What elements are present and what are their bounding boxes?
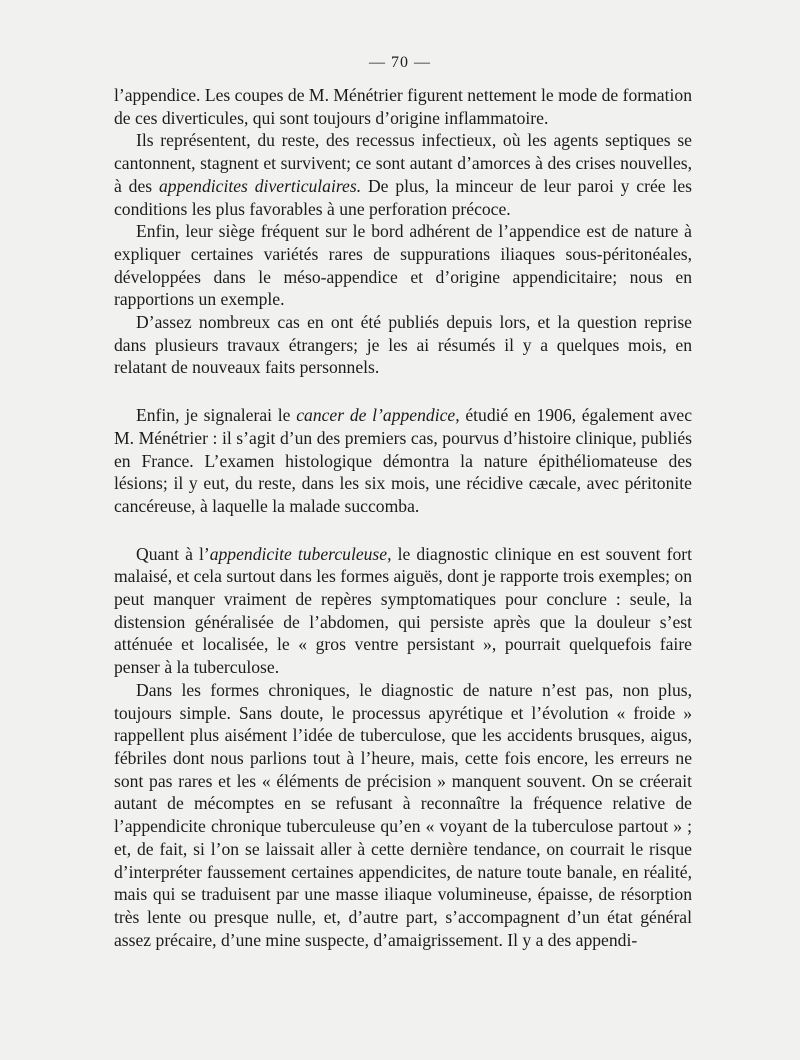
paragraph bbox=[114, 679, 692, 951]
paragraph bbox=[114, 404, 692, 518]
paragraph bbox=[114, 220, 692, 311]
text-run: Enfin, leur siège fréquent sur le bord adhérent de l’appendice est de nature à expliquer certaines variétés rares de suppurations iliaques sous-péritonéales, développées dans le méso-appendice et d’origine appendicitaire; nous en rapportions un exemple. bbox=[114, 221, 692, 310]
italic-term: appendicites diverticulaires. bbox=[158, 175, 362, 196]
italic-term: appendicite tuberculeuse, bbox=[209, 543, 392, 564]
paragraph bbox=[114, 543, 692, 679]
text-run: le diagnostic clinique en est souvent fort malaisé, et cela surtout dans les formes aiguës, dont je rapporte trois exemples; on peut manquer vraiment de repères symptomatiques pour conclure : seule, la distension généralisée de l’abdomen, qui persiste après que la douleur s’est atténuée et localisée, le « gros ventre persistant », pourrait quelquefois faire penser à la tuberculose. bbox=[114, 543, 692, 678]
text-run: Quant à l’ bbox=[136, 543, 210, 564]
text-run: étudié en 1906, également avec M. Ménétrier : il s’agit d’un des premiers cas, pourvus d’histoire clinique, publiés en France. L’examen histologique démontra la nature épithéliomateuse des lésions; il y eut, du reste, dans les six mois, une récidive cæcale, avec péritonite cancéreuse, à laquelle la malade succomba. bbox=[114, 405, 693, 516]
body-text bbox=[114, 84, 692, 951]
text-run: Enfin, je signalerai le bbox=[136, 405, 297, 426]
italic-term: cancer de l’appendice, bbox=[296, 405, 460, 426]
paragraph bbox=[114, 84, 692, 129]
paragraph bbox=[114, 129, 692, 220]
paragraph bbox=[114, 311, 692, 379]
text-run: D’assez nombreux cas en ont été publiés depuis lors, et la question reprise dans plusieurs travaux étrangers; je les ai résumés il y a quelques mois, en relatant de nouveaux faits personnels. bbox=[114, 312, 692, 378]
text-run: Ils représentent, du reste, des recessus infectieux, où les agents septiques se cantonnent, stagnent et survivent; ce sont autant d’amorces à des crises nouvelles, à des bbox=[114, 130, 692, 196]
text-run: Dans les formes chroniques, le diagnostic de nature n’est pas, non plus, toujours simple. Sans doute, le processus apyrétique et l’évolution « froide » rappellent plus aisément l’idée de tuberculose, que les accidents brusques, aigus, fébriles dont nous parlions tout à l’heure, mais, cette fois encore, les erreurs ne sont pas rares et les « éléments de précision » manquent souvent. On se créerait autant de mécomptes en se refusant à reconnaître la fréquence relative de l’appendicite chronique tuberculeuse qu’en « voyant de la tuberculose partout » ; et, de fait, si l’on se laissait aller à cette dernière tendance, on courrait le risque d’interpréter faussement certaines appendicites, de nature toute banale, en réalité, mais qui se traduisent par une masse iliaque volumineuse, épaisse, de résorption très lente ou presque nulle, et, d’autre part, s’accompagnent d’un état général assez précaire, d’une mine suspecte, d’amaigrissement. Il y a des appendi- bbox=[114, 679, 692, 950]
text-run: De plus, la minceur de leur paroi y crée les conditions les plus favorables à une perforation précoce. bbox=[114, 175, 692, 219]
page-number: — 70 — bbox=[369, 54, 431, 71]
text-run: l’appendice. Les coupes de M. Ménétrier figurent nettement le mode de formation de ces diverticules, qui sont toujours d’origine inflammatoire. bbox=[114, 85, 692, 128]
